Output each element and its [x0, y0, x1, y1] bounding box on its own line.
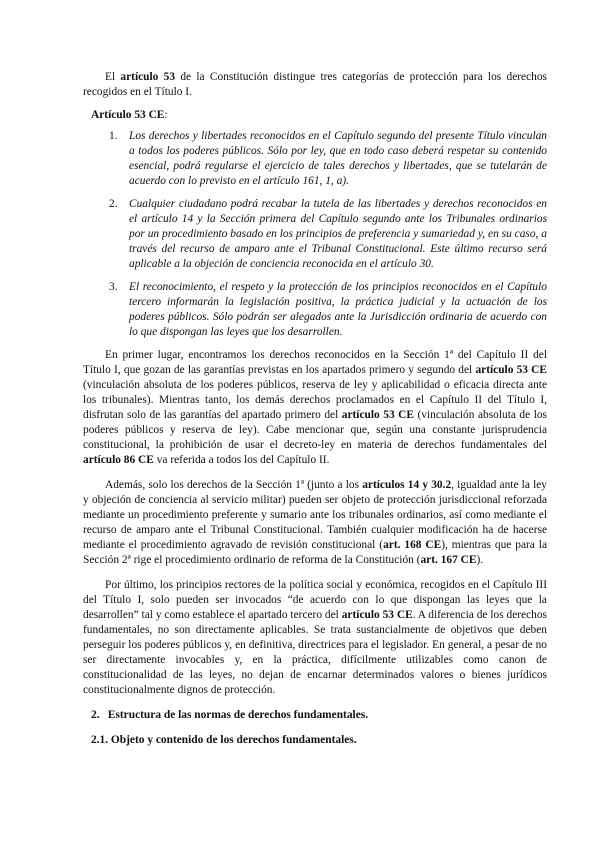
article-reference: artículo 86 CE	[83, 454, 154, 466]
paragraph-text: . A diferencia de los derechos fundamentales, no son directamente aplicables. Se trata sustancialmente de objetivos que deben perseguir los poderes públicos y, en definitiva, directrices para el legislador. En general, a pesar de no ser directamente invocables y, en la práctica, difícilmente utilizables como canon de constitucionalidad de las leyes, no dejan de encarnar determinados valores o bienes jurídicos constitucionalmente dignos de protección.	[83, 609, 547, 696]
section-2-heading	[91, 708, 547, 723]
article-reference: artículo 53 CE	[341, 609, 413, 621]
article-heading	[91, 108, 547, 123]
article-item-text: Los derechos y libertades reconocidos en el Capítulo segundo del presente Título vinculan a todos los poderes públicos. Sólo por ley, que en todo caso deberá respetar su contenido esencial, podrá regularse el ejercicio de tales derechos y libertades, que se tutelarán de acuerdo con lo previsto en el artículo 161, 1, a).	[129, 130, 547, 187]
article-item-number: 2.	[109, 198, 118, 210]
article-heading-label: Artículo 53 CE	[91, 109, 165, 121]
article-item-text: El reconocimiento, el respeto y la protección de los principios reconocidos en el Capítulo tercero informarán la legislación positiva, la práctica judicial y la actuación de los poderes públicos. Sólo podrán ser alegados ante la Jurisdicción ordinaria de acuerdo con lo que dispongan las leyes que los desarrollen.	[129, 281, 547, 338]
intro-paragraph	[83, 70, 547, 100]
article-reference: artículo 53 CE	[475, 364, 548, 376]
intro-article-ref: artículo 53	[120, 71, 176, 83]
article-item	[109, 129, 547, 189]
article-item-number: 1.	[109, 130, 118, 142]
paragraph-text: va referida a todos los del Capítulo II.	[153, 454, 330, 466]
section-title: Estructura de las normas de derechos fundamentales.	[107, 709, 369, 721]
article-item	[109, 197, 547, 272]
paragraph-text: , igualdad ante la ley y objeción de conciencia al servicio militar) pueden ser objeto de protección jurisdiccional reforzada mediante un procedimiento preferente y sumario ante los tribunales ordinarios, así como mediante el recurso de amparo ante el Tribunal Constitucional. También cualquier modificación ha de hacerse mediante el procedimiento agravado de revisión constitucional (	[83, 479, 547, 551]
paragraph-text: Por último, los principios rectores de la política social y económica, recogidos en el Capítulo III del Título I, solo pueden ser invocados “de acuerdo con lo que dispongan las leyes que la desarrollen” tal y como establece el apartado tercero del	[83, 579, 547, 621]
paragraph-additionally	[83, 478, 547, 568]
section-number: 2.	[91, 709, 100, 721]
article-reference: artículos 14 y 30.2	[362, 479, 452, 491]
article-reference: artículo 53 CE	[341, 409, 414, 421]
paragraph-first-place	[83, 348, 547, 468]
paragraph-text: (vinculación absoluta de los poderes públicos, reserva de ley y aplicabilidad o eficacia directa ante los tribunales). Mientras tanto, los demás derechos proclamados en el Capítulo II del Título I, disfrutan solo de las garantías del apartado primero del	[83, 379, 547, 421]
article-reference: art. 167 CE	[420, 554, 477, 566]
paragraph-text: Además, solo los derechos de la Sección 1ª (junto a los	[105, 479, 363, 491]
article-item	[109, 280, 547, 340]
paragraph-text: ), mientras que para la Sección 2ª rige el procedimiento ordinario de reforma de la Constitución (	[83, 539, 547, 566]
article-item-text: Cualquier ciudadano podrá recabar la tutela de las libertades y derechos reconocidos en el artículo 14 y la Sección primera del Capítulo segundo ante los Tribunales ordinarios por un procedimiento basado en los principios de preferencia y sumariedad y, en su caso, a través del recurso de amparo ante el Tribunal Constitucional. Este último recurso será aplicable a la objeción de conciencia reconocida en el artículo 30.	[129, 198, 547, 270]
intro-text-1: El	[105, 71, 121, 83]
paragraph-text: En primer lugar, encontramos los derechos reconocidos en la Sección 1ª del Capítulo II del Título I, que gozan de las garantías previstas en los apartados primero y segundo del	[83, 349, 547, 376]
article-item-number: 3.	[109, 281, 118, 293]
article-reference: art. 168 CE	[383, 539, 442, 551]
paragraph-finally	[83, 578, 547, 698]
intro-text-2: de la Constitución distingue tres categorías de protección para los derechos recogidos en el Título I.	[83, 71, 547, 98]
paragraph-text: ).	[476, 554, 484, 566]
article-heading-suffix: :	[164, 109, 168, 121]
article-53-list	[83, 129, 547, 340]
section-2-1-heading: 2.1. Objeto y contenido de los derechos fundamentales.	[91, 734, 357, 746]
paragraph-text: (vinculación absoluta de los poderes públicos y reserva de ley). Cabe mencionar que, según una constante jurisprudencia constitucional, la prohibición de usar el decreto-ley en materia de derechos fundamentales del	[83, 409, 547, 451]
